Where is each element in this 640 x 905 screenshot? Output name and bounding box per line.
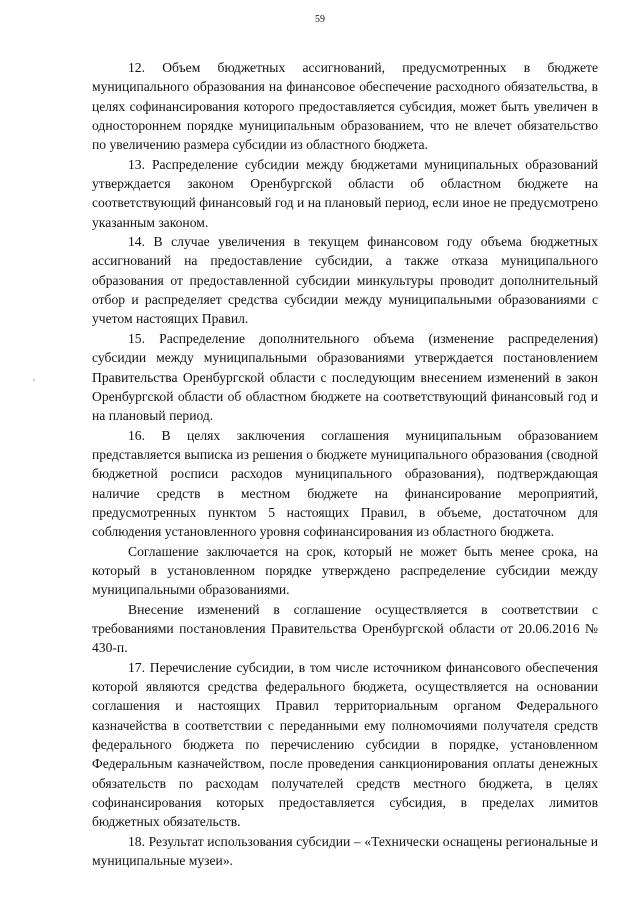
paragraph-15: 15. Распределение дополнительного объема (изменение распределения) субсидии между муниципальными образованиями утверждается постановлением Правительства Оренбургской области с последующим внесением изменений в закон Оренбургской области об областном бюджете на соответствующий финансовый год и на плановый период. (92, 330, 598, 424)
paragraph-14: 14. В случае увеличения в текущем финансовом году объема бюджетных ассигнований на предоставление субсидии, а также отказа муниципального образования от предоставленной субсидии минкультуры проводит дополнительный отбор и распределяет средства субсидии между муниципальными образованиями с учетом настоящих Правил. (92, 234, 598, 327)
page-number: 59 (315, 14, 325, 25)
paragraph-18: 18. Результат использования субсидии – «Технически оснащены региональные и муниципальные музеи». (92, 833, 598, 869)
paragraph-17: 17. Перечисление субсидии, в том числе источником финансового обеспечения которой являются средства федерального бюджета, осуществляется на основании соглашения и настоящих Правил территориальным органом Федерального казначейства в соответствии с переданными ему полномочиями получателя средств федерального бюджета по перечислению субсидии в порядке, установленном Федеральным казначейством, после проведения санкционирования оплаты денежных обязательств по расходам получателей средств местного бюджета, в целях софинансирования которых предоставляется субсидия, в пределах лимитов бюджетных обязательств. (92, 659, 598, 830)
paragraph-12: 12. Объем бюджетных ассигнований, предусмотренных в бюджете муниципального образования на финансовое обеспечение расходного обязательства, в целях софинансирования которого предоставляется субсидия, может быть увеличен в одностороннем порядке муниципальным образованием, что не влечет обязательство по увеличению размера субсидии из областного бюджета. (92, 60, 598, 153)
paragraph-13: 13. Распределение субсидии между бюджетами муниципальных образований утверждается законом Оренбургской области об областном бюджете на соответствующий финансовый год и на плановый период, если иное не предусмотрено указанным законом. (92, 156, 598, 230)
paragraph-16-agreement-term: Соглашение заключается на срок, который не может быть менее срока, на который в установленном порядке утверждено распределение субсидии между муниципальными образованиями. (92, 543, 598, 598)
document-body (92, 58, 598, 870)
scan-dot (33, 379, 35, 381)
paragraph-16-agreement-changes: Внесение изменений в соглашение осуществляется в соответствии с требованиями постановления Правительства Оренбургской области от 20.06.2016 № 430-п. (92, 601, 598, 656)
paragraph-16: 16. В целях заключения соглашения муниципальным образованием представляется выписка из решения о бюджете муниципального образования (сводной бюджетной росписи расходов муниципального образования), подтверждающая наличие средств в местном бюджете на финансирование мероприятий, предусмотренных пунктом 5 настоящих Правил, в объеме, достаточном для соблюдения установленного уровня софинансирования из областного бюджета. (92, 427, 598, 540)
